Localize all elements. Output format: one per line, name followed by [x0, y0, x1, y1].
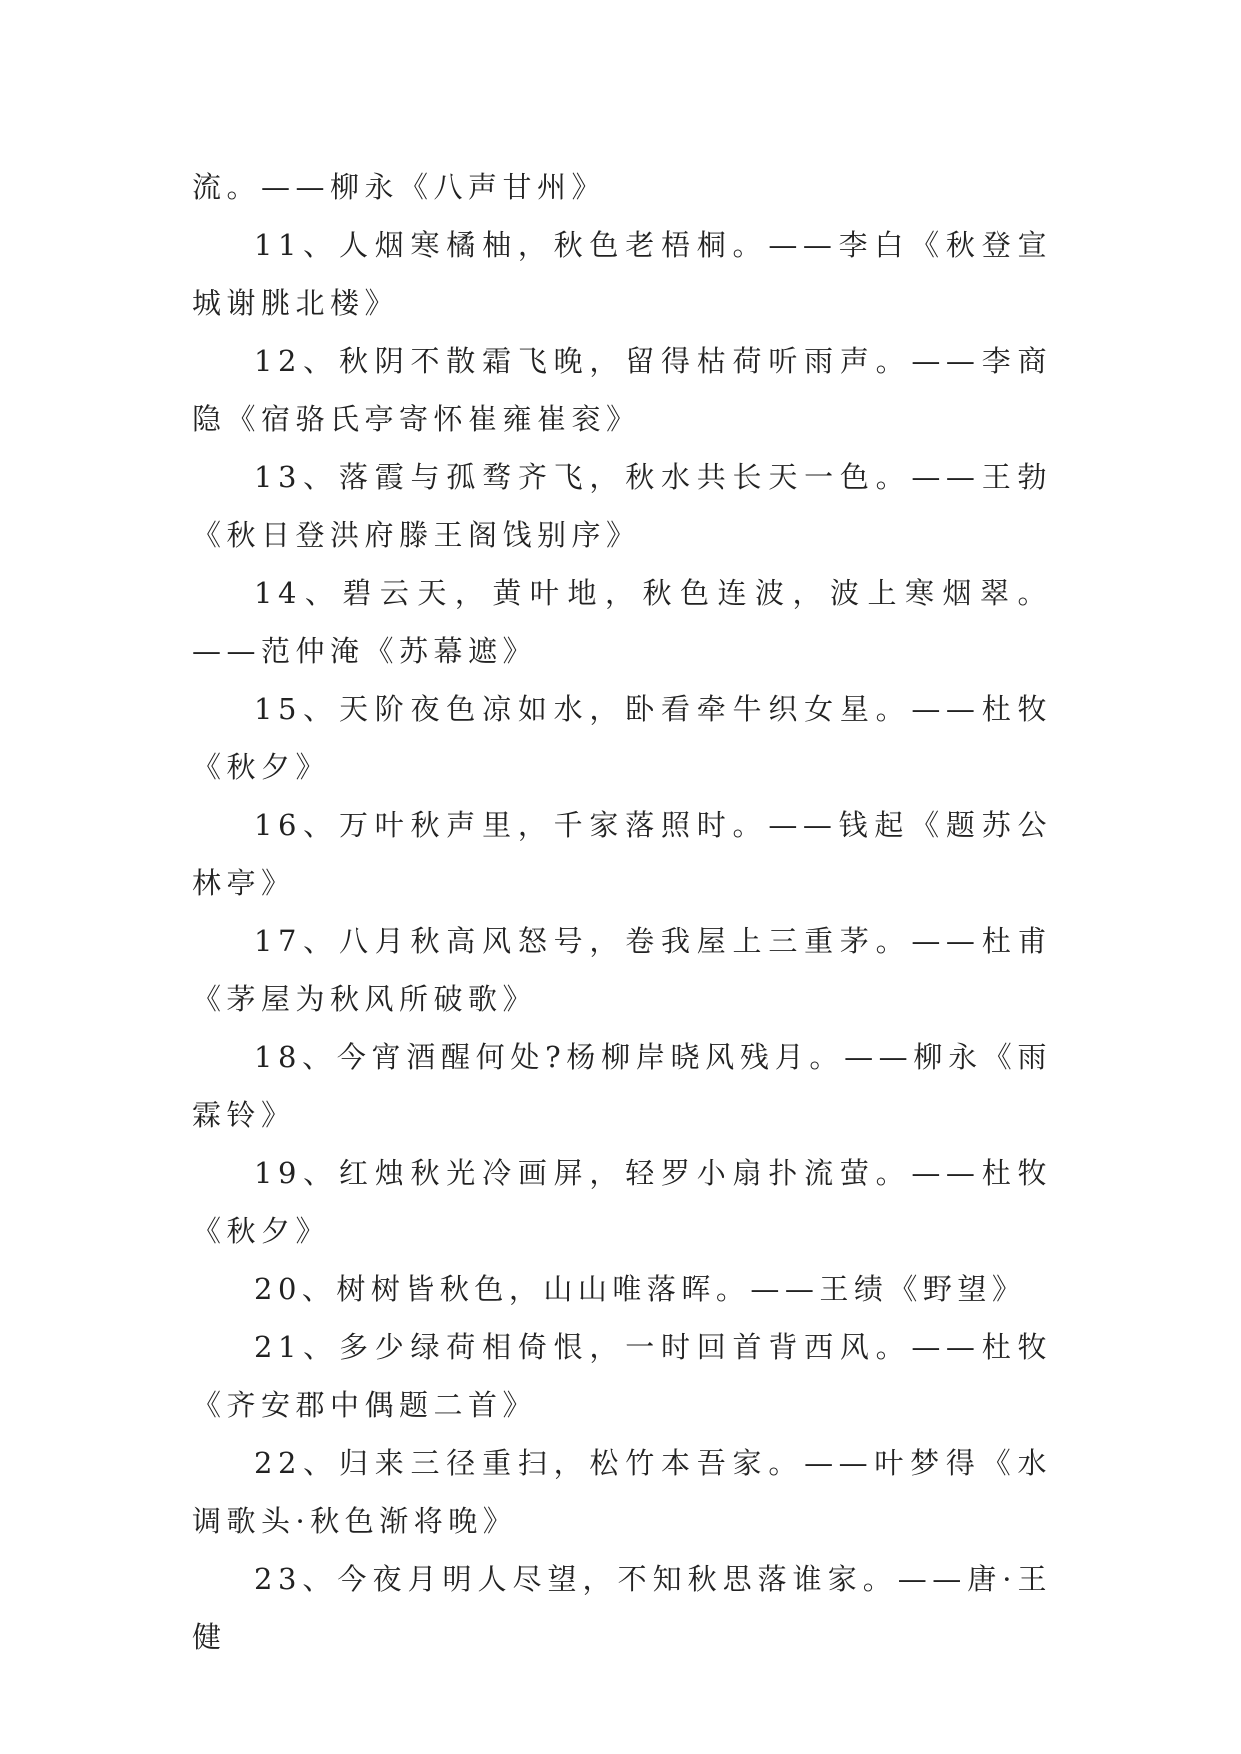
- list-item: 11、人烟寒橘柚，秋色老梧桐。——李白《秋登宣城谢朓北楼》: [192, 228, 1052, 320]
- list-item: 20、树树皆秋色，山山唯落晖。——王绩《野望》: [254, 1272, 1027, 1306]
- list-item: 13、落霞与孤骛齐飞，秋水共长天一色。——王勃《秋日登洪府滕王阁饯别序》: [192, 460, 1052, 552]
- list-item: 17、八月秋高风怒号，卷我屋上三重茅。——杜甫《茅屋为秋风所破歌》: [192, 924, 1052, 1016]
- list-item: 21、多少绿荷相倚恨，一时回首背西风。——杜牧《齐安郡中偶题二首》: [192, 1330, 1052, 1422]
- list-item: 19、红烛秋光冷画屏，轻罗小扇扑流萤。——杜牧《秋夕》: [192, 1156, 1052, 1248]
- list-item: 14、碧云天，黄叶地，秋色连波，波上寒烟翠。——范仲淹《苏幕遮》: [192, 576, 1052, 668]
- list-item: 12、秋阴不散霜飞晚，留得枯荷听雨声。——李商隐《宿骆氏亭寄怀崔雍崔衮》: [192, 344, 1052, 436]
- list-item: 22、归来三径重扫，松竹本吾家。——叶梦得《水调歌头·秋色渐将晚》: [192, 1446, 1052, 1538]
- list-item: 18、今宵酒醒何处?杨柳岸晓风残月。——柳永《雨霖铃》: [192, 1040, 1052, 1132]
- poem-list: [192, 158, 1052, 1666]
- list-item: 23、今夜月明人尽望，不知秋思落谁家。——唐·王健: [192, 1562, 1052, 1654]
- list-item: 15、天阶夜色凉如水，卧看牵牛织女星。——杜牧《秋夕》: [192, 692, 1052, 784]
- continued-line: 流。——柳永《八声甘州》: [192, 170, 607, 204]
- list-item: 16、万叶秋声里，千家落照时。——钱起《题苏公林亭》: [192, 808, 1052, 900]
